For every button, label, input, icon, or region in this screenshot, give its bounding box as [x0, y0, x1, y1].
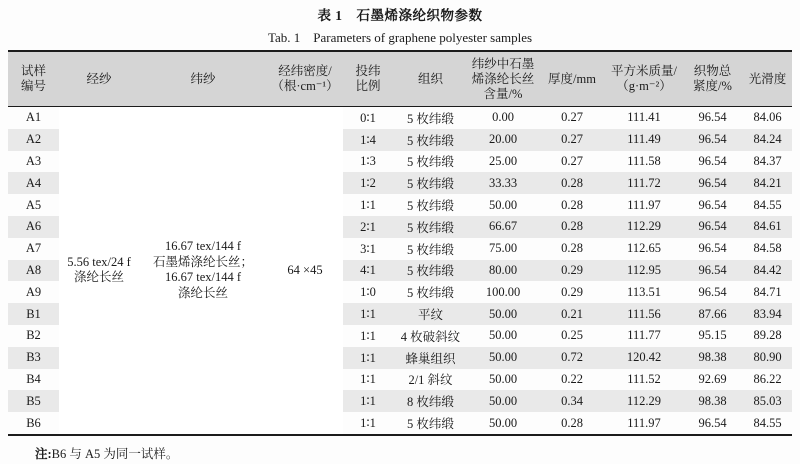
cell-pick-ratio: 3∶1: [360, 241, 376, 256]
header-weave: 组织: [393, 51, 468, 107]
cell-thickness: 0.27: [561, 153, 583, 168]
cell-mass: 112.29: [606, 390, 682, 412]
table-caption-cn: 表 1 石墨烯涤纶织物参数: [317, 8, 483, 23]
cell-weave: 5 枚纬缎: [407, 417, 454, 432]
cell-sample-id: A3: [25, 153, 42, 168]
cell-pick-ratio: 1∶1: [360, 198, 376, 213]
cell-tightness: 96.54: [698, 284, 727, 299]
cell-graphene-content: 66.67: [468, 216, 538, 238]
cell-mass: 111.58: [627, 153, 661, 168]
cell-sample-id: B6: [26, 415, 41, 430]
cell-mass: 111.41: [627, 110, 661, 125]
cell-graphene-content: 0.00: [492, 110, 514, 125]
cell-graphene-content: 50.00: [488, 328, 518, 343]
cell-thickness: 0.28: [561, 197, 583, 212]
cell-density-merged: 64 ×45: [267, 107, 343, 435]
cell-pick-ratio: 4∶1: [343, 260, 393, 282]
cell-pick-ratio: 1∶1: [343, 303, 393, 325]
cell-tightness: 96.54: [698, 415, 727, 430]
cell-thickness: 0.28: [538, 216, 606, 238]
cell-mass: 113.51: [627, 284, 661, 299]
cell-thickness: 0.28: [561, 415, 583, 430]
header-smoothness: 光滑度: [743, 51, 792, 107]
cell-smoothness: 84.71: [753, 284, 782, 299]
table-body: [8, 107, 792, 435]
cell-graphene-content: 50.00: [488, 415, 518, 430]
cell-pick-ratio: 2∶1: [343, 216, 393, 238]
cell-graphene-content: 50.00: [468, 347, 538, 369]
cell-weave: 5 枚纬缎: [407, 111, 454, 126]
cell-thickness: 0.72: [538, 347, 606, 369]
cell-weave: 2/1 斜纹: [408, 373, 453, 388]
cell-thickness: 0.28: [538, 172, 606, 194]
header-warp: 经纱: [59, 51, 139, 107]
cell-thickness: 0.27: [561, 110, 583, 125]
cell-pick-ratio: 1∶1: [360, 372, 376, 387]
table-caption-en: Tab. 1 Parameters of graphene polyester samples: [267, 30, 533, 45]
cell-sample-id: A7: [25, 241, 42, 256]
cell-graphene-content: 25.00: [488, 153, 518, 168]
cell-tightness: 96.54: [698, 110, 727, 125]
cell-sample-id: A9: [25, 284, 42, 299]
cell-weave: 5 枚纬缎: [407, 155, 454, 170]
cell-sample-id: B1: [8, 303, 59, 325]
cell-graphene-content: 50.00: [468, 303, 538, 325]
cell-tightness: 98.38: [682, 390, 743, 412]
header-thickness: 厚度/mm: [538, 51, 606, 107]
cell-smoothness: 83.94: [743, 303, 792, 325]
cell-sample-id: A4: [8, 172, 59, 194]
cell-mass: 112.95: [606, 260, 682, 282]
cell-weave: 5 枚纬缎: [407, 199, 454, 214]
cell-sample-id: A5: [25, 197, 42, 212]
footnote-text: B6 与 A5 为同一试样。: [51, 447, 179, 461]
table-header: [8, 51, 792, 107]
cell-graphene-content: 75.00: [488, 241, 518, 256]
cell-graphene-content: 20.00: [468, 129, 538, 151]
cell-pick-ratio: 1∶0: [360, 285, 376, 300]
cell-smoothness: 89.28: [753, 328, 782, 343]
cell-tightness: 87.66: [682, 303, 743, 325]
cell-tightness: 96.54: [682, 260, 743, 282]
header-pick-ratio: 投纬 比例: [343, 51, 393, 107]
cell-mass: 111.56: [606, 303, 682, 325]
header-row: [8, 51, 792, 107]
cell-smoothness: 84.37: [753, 153, 782, 168]
cell-weave: 5 枚纬缎: [407, 286, 454, 301]
cell-mass: 120.42: [606, 347, 682, 369]
cell-smoothness: 84.42: [743, 260, 792, 282]
cell-pick-ratio: 0∶1: [360, 110, 376, 125]
cell-graphene-content: 33.33: [468, 172, 538, 194]
cell-pick-ratio: 1∶1: [360, 328, 376, 343]
cell-sample-id: B4: [26, 371, 41, 386]
cell-graphene-content: 50.00: [488, 197, 518, 212]
cell-smoothness: 84.55: [753, 415, 782, 430]
cell-tightness: 96.54: [698, 153, 727, 168]
cell-mass: 111.77: [627, 328, 661, 343]
cell-sample-id: A6: [8, 216, 59, 238]
cell-mass: 112.65: [627, 241, 661, 256]
cell-mass: 111.49: [606, 129, 682, 151]
cell-sample-id: B2: [26, 328, 41, 343]
cell-weave: 蜂巢组织: [393, 347, 468, 369]
cell-graphene-content: 80.00: [468, 260, 538, 282]
cell-warp-merged: 5.56 tex/24 f 涤纶长丝: [59, 107, 139, 435]
cell-weave: 5 枚纬缎: [393, 260, 468, 282]
cell-sample-id: A1: [25, 110, 42, 125]
table-row: [8, 107, 792, 129]
cell-tightness: 95.15: [698, 328, 727, 343]
cell-mass: 111.97: [627, 197, 661, 212]
cell-weave: 5 枚纬缎: [393, 172, 468, 194]
cell-graphene-content: 100.00: [485, 284, 521, 299]
cell-pick-ratio: 1∶3: [360, 154, 376, 169]
cell-thickness: 0.28: [561, 241, 583, 256]
cell-pick-ratio: 1∶4: [343, 129, 393, 151]
cell-weave: 8 枚纬缎: [393, 390, 468, 412]
cell-weave: 5 枚纬缎: [407, 242, 454, 257]
cell-smoothness: 84.06: [753, 110, 782, 125]
cell-thickness: 0.34: [538, 390, 606, 412]
cell-tightness: 96.54: [698, 197, 727, 212]
header-mass: 平方米质量/ （g·m⁻²）: [606, 51, 682, 107]
header-graphene-content: 纬纱中石墨 烯涤纶长丝 含量/%: [468, 51, 538, 107]
cell-smoothness: 84.61: [743, 216, 792, 238]
cell-smoothness: 80.90: [743, 347, 792, 369]
cell-graphene-content: 50.00: [488, 371, 518, 386]
header-density: 经纬密度/ （根·cm⁻¹）: [267, 51, 343, 107]
cell-pick-ratio: 1∶1: [343, 390, 393, 412]
cell-weave: 4 枚破斜纹: [400, 329, 461, 344]
cell-weft-merged: 16.67 tex/144 f 石墨烯涤纶长丝； 16.67 tex/144 f 涤纶长丝: [139, 107, 267, 435]
cell-tightness: 92.69: [698, 371, 727, 386]
cell-sample-id: A2: [8, 129, 59, 151]
cell-sample-id: B3: [8, 347, 59, 369]
cell-thickness: 0.27: [538, 129, 606, 151]
cell-thickness: 0.22: [561, 371, 583, 386]
cell-tightness: 96.54: [682, 216, 743, 238]
cell-pick-ratio: 1∶1: [343, 347, 393, 369]
cell-sample-id: A8: [8, 260, 59, 282]
cell-tightness: 96.54: [698, 241, 727, 256]
cell-pick-ratio: 1∶2: [343, 172, 393, 194]
cell-smoothness: 85.03: [743, 390, 792, 412]
cell-sample-id: B5: [8, 390, 59, 412]
cell-smoothness: 84.24: [743, 129, 792, 151]
cell-tightness: 96.54: [682, 129, 743, 151]
cell-weave: 5 枚纬缎: [393, 129, 468, 151]
header-sample-id: 试样 编号: [8, 51, 59, 107]
cell-smoothness: 84.58: [753, 241, 782, 256]
cell-thickness: 0.29: [538, 260, 606, 282]
header-weft: 纬纱: [139, 51, 267, 107]
parameters-table: [8, 50, 792, 436]
cell-thickness: 0.25: [561, 328, 583, 343]
cell-smoothness: 84.21: [743, 172, 792, 194]
cell-smoothness: 84.55: [753, 197, 782, 212]
cell-tightness: 98.38: [682, 347, 743, 369]
header-tightness: 织物总 紧度/%: [682, 51, 743, 107]
cell-mass: 111.52: [627, 371, 661, 386]
cell-pick-ratio: 1∶1: [360, 416, 376, 431]
cell-mass: 111.97: [627, 415, 661, 430]
cell-weave: 5 枚纬缎: [393, 216, 468, 238]
table-footnote: [35, 444, 178, 462]
cell-weave: 平纹: [393, 303, 468, 325]
cell-smoothness: 86.22: [753, 371, 782, 386]
cell-thickness: 0.21: [538, 303, 606, 325]
cell-mass: 112.29: [606, 216, 682, 238]
cell-thickness: 0.29: [561, 284, 583, 299]
footnote-label: 注:: [35, 447, 52, 461]
cell-mass: 111.72: [606, 172, 682, 194]
cell-tightness: 96.54: [682, 172, 743, 194]
cell-graphene-content: 50.00: [468, 390, 538, 412]
